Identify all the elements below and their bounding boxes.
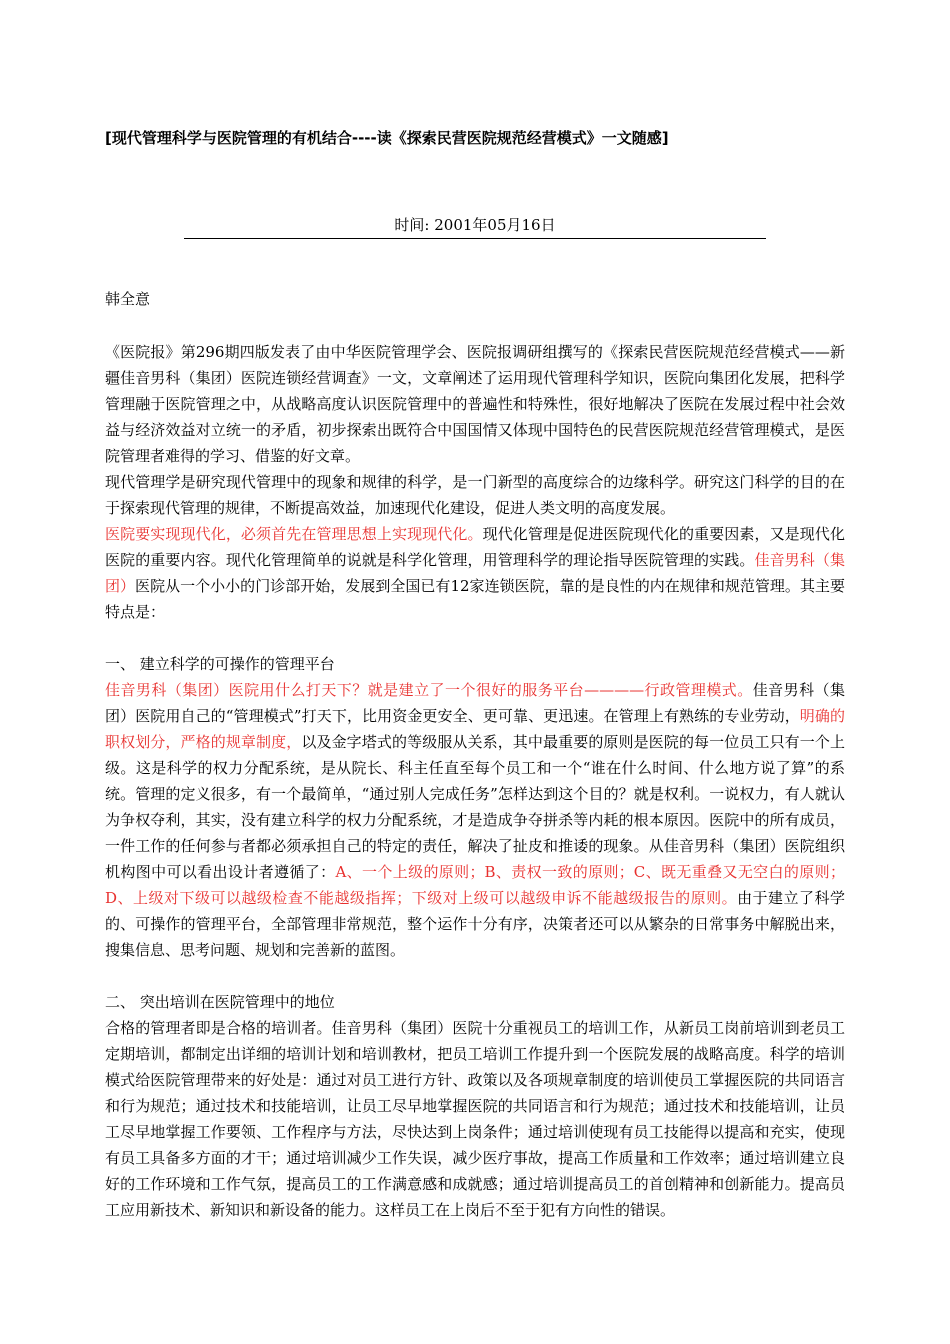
section-2-paragraph: 合格的管理者即是合格的培训者。佳音男科（集团）医院十分重视员工的培训工作，从新员工岗前培训到老员工定期培训，都制定出详细的培训计划和培训教材，把员工培训工作提升到一个医院发展的战略高度。科学的培训模式给医院管理带来的好处是：通过对员工进行方针、政策以及各项规章制度的培训使员工掌握医院的共同语言和行为规范；通过技术和技能培训，让员工尽早地掌握医院的共同语言和行为规范；通过技术和技能培训，让员工尽早地掌握工作要领、工作程序与方法，尽快达到上岗条件；通过培训使现有员工技能得以提高和充实，使现有员工具备多方面的才干；通过培训减少工作失误，减少医疗事故，提高工作质量和工作效率；通过培训建立良好的工作环境和工作气氛，提高员工的工作满意感和成就感；通过培训提高员工的首创精神和创新能力。提高员工应用新技术、新知识和新设备的能力。这样员工在上岗后不至于犯有方向性的错误。 xyxy=(105,1019,845,1219)
highlight-text: 医院要实现现代化，必须首先在管理思想上实现现代化。 xyxy=(105,525,483,543)
body-text: 现代化管理是促进医院现代化的重要因素，又是现代化医院的重要内容。现代化管理简单的说就是科学化管理，用管理科学的理论指导医院管理的实践。 xyxy=(105,525,845,569)
publish-date: 时间: 2001年05月16日 xyxy=(184,213,766,239)
document-title: [现代管理科学与医院管理的有机结合----读《探索民营医院规范经营模式》一文随感] xyxy=(105,129,669,147)
article-body xyxy=(105,339,845,1223)
section-heading-2: 二、 突出培训在医院管理中的地位 xyxy=(105,993,335,1011)
paragraph-modern-management: 现代管理学是研究现代管理中的现象和规律的科学，是一门新型的高度综合的边缘科学。研究这门科学的目的在于探索现代管理的规律，不断提高效益，加速现代化建设，促进人类文明的高度发展。 xyxy=(105,473,845,517)
body-text: 以及金字塔式的等级服从关系，其中最重要的原则是医院的每一位员工只有一个上级。这是科学的权力分配系统，是从院长、科主任直至每个员工和一个“谁在什么时间、什么地方说了算”的系统。管理的定义很多，有一个最简单，“通过别人完成任务”怎样达到这个目的？就是权利。一说权力，有人就认为争权夺利，其实，没有建立科学的权力分配系统，才是造成争夺拼杀等内耗的根本原因。医院中的所有成员，一件工作的任何参与者都必须承担自己的特定的责任，解决了扯皮和推诿的现象。从佳音男科（集团）医院组织机构图中可以看出设计者遵循了： xyxy=(105,733,845,881)
body-text: 由于建立了科学的、可操作的管理平台，全部管理非常规范，整个运作十分有序，决策者还可以从繁杂的日常事务中解脱出来，搜集信息、思考问题、规划和完善新的蓝图。 xyxy=(105,889,845,959)
highlight-text: 佳音男科（集团） xyxy=(105,551,845,595)
highlight-text: 明确的职权划分，严格的规章制度， xyxy=(105,707,845,751)
section-heading-1: 一、 建立科学的可操作的管理平台 xyxy=(105,655,335,673)
intro-paragraph: 《医院报》第296期四版发表了由中华医院管理学会、医院报调研组撰写的《探索民营医院规范经营模式——新疆佳音男科（集团）医院连锁经营调查》一文，文章阐述了运用现代管理科学知识，医院向集团化发展，把科学管理融于医院管理之中，从战略高度认识医院管理中的普遍性和特殊性，很好地解决了医院在发展过程中社会效益与经济效益对立统一的矛盾，初步探索出既符合中国国情又体现中国特色的民营医院规范经营管理模式，是医院管理者难得的学习、借鉴的好文章。 xyxy=(105,343,845,465)
section-1-paragraph xyxy=(105,677,845,963)
body-text: 医院从一个小小的门诊部开始，发展到全国已有12家连锁医院，靠的是良性的内在规律和规范管理。其主要特点是： xyxy=(105,577,845,621)
body-text: 佳音男科（集团）医院用自己的“管理模式”打天下，比用资金更安全、更可靠、更迅速。在管理上有熟练的专业劳动， xyxy=(105,681,845,725)
highlight-text: A、一个上级的原则；B、责权一致的原则；C、既无重叠又无空白的原则；D、上级对下级可以越级检查不能越级指挥；下级对上级可以越级申诉不能越级报告的原则。 xyxy=(105,863,845,907)
highlight-text: 佳音男科（集团）医院用什么打天下？就是建立了一个很好的服务平台————行政管理模式。 xyxy=(105,681,753,699)
paragraph-modernization xyxy=(105,521,845,625)
author-name: 韩全意 xyxy=(105,290,151,308)
